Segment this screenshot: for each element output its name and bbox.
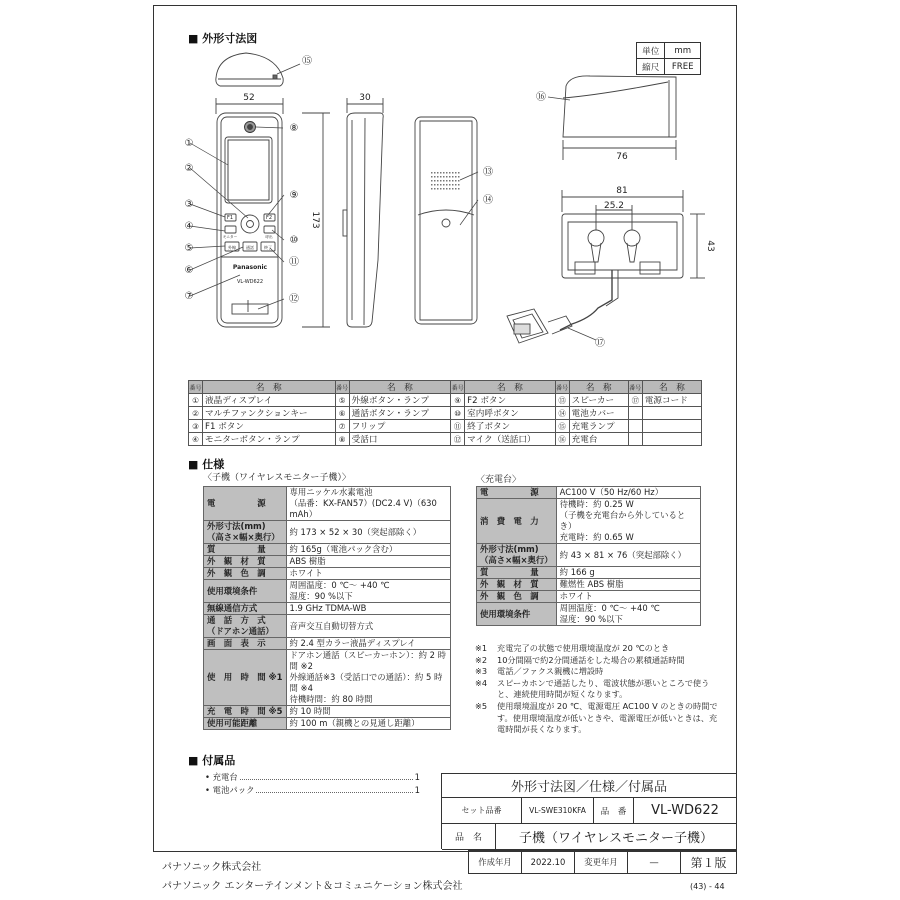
spec-value — [286, 603, 450, 615]
callout-2: ② — [184, 163, 194, 174]
spec-value-line: 約 166 g — [559, 567, 595, 577]
part-number-label: 品 番 — [594, 798, 634, 823]
part-name — [642, 407, 701, 420]
spec-value-line: 湿度：90 %以下 — [289, 591, 353, 601]
accessory-list — [205, 771, 420, 797]
spec-value-line: 周囲温度：0 ℃～ +40 ℃ — [559, 603, 660, 613]
spec-value — [286, 580, 450, 603]
spec-key-line: 外 観 材 質 — [207, 556, 266, 566]
spec-key — [204, 615, 287, 638]
dim-depth: 30 — [359, 93, 371, 103]
note-text: 充電完了の状態で使用環境温度が 20 ℃のとき — [497, 643, 670, 653]
part-number-value: VL-WD622 — [634, 798, 737, 823]
part-number — [628, 420, 642, 433]
spec-notes — [475, 643, 725, 736]
callout-6: ⑥ — [184, 265, 194, 276]
parts-table-row — [189, 407, 702, 420]
key-monitor: モニター — [222, 235, 238, 239]
spec-key — [204, 650, 287, 706]
spec-key-line: 使用環境条件 — [207, 585, 258, 596]
callout-8: ⑧ — [289, 123, 299, 134]
callout-13: ⑬ — [483, 167, 493, 178]
parts-table-body — [189, 394, 702, 446]
spec-value-line: 約 173 × 52 × 30（突起部除く） — [289, 526, 422, 537]
spec-row — [477, 579, 701, 591]
spec-key-line: 電 源 — [480, 487, 539, 497]
spec-value — [286, 706, 450, 718]
spec-value-line: 専用ニッケル水素電池 — [289, 487, 373, 497]
spec-value — [286, 650, 450, 706]
part-name: モニターボタン・ランプ — [203, 433, 336, 446]
note-item — [475, 678, 725, 701]
note-text: 電話／ファクス親機に増設時 — [497, 666, 604, 677]
callout-15: ⑮ — [302, 56, 312, 67]
dim-cradle-depth: 76 — [616, 152, 628, 162]
spec-row — [204, 706, 451, 718]
part-number: ⑰ — [628, 394, 642, 407]
cradle-spec-title: 〈充電台〉 — [476, 475, 522, 485]
spec-key-line: 充 電 時 間 ※5 — [207, 706, 283, 716]
spec-value-line: 約 10 時間 — [289, 706, 331, 716]
edition: 第１版 — [680, 850, 737, 874]
spec-key-line: 画 面 表 示 — [207, 638, 266, 648]
spec-key-sub: （高さ×幅×奥行） — [207, 532, 280, 542]
handset-back-view — [415, 117, 477, 324]
callout-3: ③ — [184, 199, 194, 210]
spec-value — [286, 615, 450, 638]
spec-key-line: 使用環境条件 — [480, 608, 531, 619]
spec-key — [477, 603, 557, 626]
spec-value — [556, 603, 700, 626]
parts-header-no: 番号 — [189, 381, 203, 394]
spec-row — [204, 521, 451, 544]
spec-row — [204, 544, 451, 556]
spec-key — [204, 556, 287, 568]
dim-height: 173 — [310, 211, 320, 229]
speaker-grille — [431, 172, 460, 190]
note-mark: ※4 — [475, 677, 488, 688]
dim-cradle-height: 43 — [705, 240, 715, 252]
parts-table-row — [189, 420, 702, 433]
part-name: 充電ランプ — [569, 420, 628, 433]
part-name: スピーカー — [569, 394, 628, 407]
spec-key — [204, 718, 287, 730]
part-name: F1 ボタン — [203, 420, 336, 433]
spec-key-line: 外形寸法(mm) — [207, 521, 266, 531]
changed-label: 変更年月 — [574, 850, 628, 874]
note-text: スピーカホンで通話したり、電波状態が悪いところで使うと、連続使用時間が短くなります。 — [497, 677, 710, 700]
spec-value — [556, 499, 700, 544]
spec-key — [204, 568, 287, 580]
note-mark: ※1 — [475, 643, 488, 653]
spec-key-sub: （高さ×幅×奥行） — [480, 555, 553, 565]
section-dims-heading: ■ 外形寸法図 — [188, 32, 258, 45]
callout-10: ⑩ — [289, 235, 299, 246]
spec-value — [556, 544, 700, 567]
spec-value-line: 湿度：90 %以下 — [559, 614, 623, 624]
spec-value — [556, 567, 700, 579]
spec-row — [204, 568, 451, 580]
cradle-bottom-view — [562, 214, 683, 278]
spec-row — [204, 650, 451, 706]
created-label: 作成年月 — [468, 850, 522, 874]
part-name — [642, 420, 701, 433]
spec-value — [556, 591, 700, 603]
part-name: 液晶ディスプレイ — [203, 394, 336, 407]
spec-value-line: 難燃性 ABS 樹脂 — [559, 579, 624, 589]
part-number — [628, 433, 642, 446]
spec-value-line: ABS 樹脂 — [289, 556, 326, 566]
accessory-item — [205, 784, 420, 797]
brand-logo-text: Panasonic — [232, 264, 268, 271]
spec-value-line: 1.9 GHz TDMA-WB — [289, 603, 367, 613]
callout-1: ① — [184, 138, 194, 149]
spec-value-line: 約 2.4 型カラー液晶ディスプレイ — [289, 638, 416, 648]
spec-value — [556, 579, 700, 591]
section-spec-heading: ■ 仕様 — [188, 458, 225, 471]
part-number: ⑫ — [451, 433, 465, 446]
part-name: 電源コード — [642, 394, 701, 407]
part-number: ⑮ — [555, 420, 569, 433]
spec-key-line: 質 量 — [480, 567, 539, 577]
spec-row — [477, 567, 701, 579]
spec-key-line: 使用可能距離 — [207, 718, 258, 728]
spec-row — [477, 499, 701, 544]
callout-5: ⑤ — [184, 243, 194, 254]
set-number-label: セット品番 — [442, 798, 522, 823]
accessory-qty: 1 — [414, 772, 420, 782]
parts-header-name: 名 称 — [203, 381, 336, 394]
note-item — [475, 701, 725, 736]
note-text: 10分間隔で約2分間通話をした場合の累積通話時間 — [497, 654, 685, 665]
product-name-label: 品 名 — [442, 824, 496, 849]
parts-header-name: 名 称 — [569, 381, 628, 394]
part-name: 通話ボタン・ランプ — [349, 407, 451, 420]
note-item — [475, 655, 725, 667]
spec-value — [286, 521, 450, 544]
spec-key — [204, 521, 287, 544]
spec-value-line: 外線通話※3（受話口での通話）：約 5 時間 ※4 — [289, 672, 443, 693]
key-talk: 通話 — [246, 245, 254, 250]
spec-row — [477, 544, 701, 567]
company-name-1: パナソニック株式会社 — [162, 862, 262, 873]
spec-row — [204, 556, 451, 568]
part-name: 室内呼ボタン — [465, 407, 556, 420]
spec-value — [286, 556, 450, 568]
part-number: ① — [189, 394, 203, 407]
title-block-title: 外形寸法図／仕様／付属品 — [442, 774, 736, 798]
spec-value — [286, 718, 450, 730]
spec-key — [204, 580, 287, 603]
part-name — [642, 433, 701, 446]
model-print: VL-WD622 — [236, 279, 264, 285]
part-name: 充電台 — [569, 433, 628, 446]
accessory-name: • 電池パック — [205, 785, 255, 795]
spec-key — [204, 638, 287, 650]
spec-value-line: 待機時：約 0.25 W — [559, 499, 634, 509]
key-end: 終了 — [264, 245, 272, 250]
part-number: ⑤ — [335, 394, 349, 407]
part-number: ⑬ — [555, 394, 569, 407]
part-name: マルチファンクションキー — [203, 407, 336, 420]
spec-key-line: 使 用 時 間 ※1 — [207, 672, 283, 682]
spec-key — [477, 579, 557, 591]
parts-table-row — [189, 394, 702, 407]
spec-key-line: 無線通信方式 — [207, 603, 258, 613]
unit-value: mm — [665, 43, 701, 59]
unit-label: 単位 — [637, 43, 665, 59]
part-number: ⑭ — [555, 407, 569, 420]
spec-key-line: 外形寸法(mm) — [480, 544, 539, 554]
spec-value-line: 周囲温度：0 ℃～ +40 ℃ — [289, 580, 390, 590]
dim-cradle-pitch: 25.2 — [603, 201, 625, 211]
spec-key — [204, 706, 287, 718]
cradle-spec-table — [476, 486, 701, 626]
callout-9: ⑨ — [289, 190, 299, 201]
company-name-2: パナソニック エンターテインメント＆コミュニケーション株式会社 — [162, 881, 463, 892]
dim-width: 52 — [243, 93, 255, 103]
handset-top-view — [216, 53, 283, 86]
spec-value-line: ホワイト — [289, 568, 323, 578]
key-outside-line: 外線 — [228, 245, 236, 250]
lcd-display — [228, 140, 269, 200]
cradle-side-view — [563, 76, 676, 137]
dimension-drawing — [153, 40, 737, 380]
spec-key-line: 通 話 方 式 — [207, 615, 266, 625]
parts-header-no: 番号 — [451, 381, 465, 394]
spec-key — [204, 544, 287, 556]
note-text: 使用環境温度が 20 ℃、電源電圧 AC100 V のときの時間です。使用環境温度が低いときや、電源電圧が低いときは、充電時間が長くなります。 — [497, 700, 718, 735]
spec-row — [204, 718, 451, 730]
note-mark: ※2 — [475, 654, 488, 665]
spec-key-line: 外 観 材 質 — [480, 579, 539, 589]
key-f2: F2 — [265, 215, 273, 221]
spec-value — [286, 638, 450, 650]
spec-key — [204, 487, 287, 521]
spec-value-line: ホワイト — [559, 591, 593, 601]
handset-spec-table — [203, 486, 451, 730]
callout-17: ⑰ — [595, 338, 605, 349]
part-number: ⑪ — [451, 420, 465, 433]
part-name: 外線ボタン・ランプ — [349, 394, 451, 407]
callout-12: ⑫ — [289, 294, 299, 305]
part-name: 終了ボタン — [465, 420, 556, 433]
spec-row — [204, 638, 451, 650]
spec-key-line: 質 量 — [207, 544, 266, 554]
accessory-dots — [256, 786, 412, 793]
spec-key — [477, 499, 557, 544]
key-call: 呼出 — [265, 235, 273, 239]
part-number — [628, 407, 642, 420]
part-name: F2 ボタン — [465, 394, 556, 407]
parts-header-name: 名 称 — [349, 381, 451, 394]
spec-value-line: ドアホン通話（スピーカーホン）：約 2 時間 ※2 — [289, 650, 446, 671]
note-item — [475, 666, 725, 678]
spec-key-line: 外 観 色 調 — [207, 568, 266, 578]
part-name: フリップ — [349, 420, 451, 433]
spec-value-line: 待機時間：約 80 時間 — [289, 694, 373, 704]
spec-row — [204, 487, 451, 521]
scale-value: FREE — [665, 59, 701, 75]
scale-label: 縮尺 — [637, 59, 665, 75]
spec-key-sub: （ドアホン通話） — [207, 626, 274, 636]
page-number: (43) - 44 — [690, 882, 725, 891]
parts-header-name: 名 称 — [465, 381, 556, 394]
note-item — [475, 643, 725, 655]
callout-11: ⑪ — [289, 257, 299, 268]
part-name: 電池カバー — [569, 407, 628, 420]
parts-header-no: 番号 — [335, 381, 349, 394]
parts-header-no: 番号 — [555, 381, 569, 394]
part-number: ⑩ — [451, 407, 465, 420]
spec-key — [204, 603, 287, 615]
spec-value-line: （子機を充電台から外しているとき） — [559, 510, 686, 531]
spec-row — [477, 603, 701, 626]
spec-value-line: AC100 V（50 Hz/60 Hz） — [559, 487, 664, 497]
spec-row — [204, 615, 451, 638]
spec-value — [286, 544, 450, 556]
power-cord — [560, 270, 612, 330]
accessory-dots — [240, 773, 413, 780]
parts-header-name: 名 称 — [642, 381, 701, 394]
accessory-qty: 1 — [414, 785, 420, 795]
dim-cradle-width: 81 — [616, 186, 628, 196]
part-number: ② — [189, 407, 203, 420]
note-mark: ※5 — [475, 700, 488, 711]
spec-key — [477, 487, 557, 499]
spec-row — [204, 603, 451, 615]
part-name: マイク（送話口） — [465, 433, 556, 446]
spec-row — [204, 580, 451, 603]
spec-key-line: 外 観 色 調 — [480, 591, 539, 601]
accessory-item — [205, 771, 420, 784]
spec-value-line: 約 165g（電池パック含む） — [289, 544, 398, 554]
part-name: 受話口 — [349, 433, 451, 446]
spec-key — [477, 591, 557, 603]
changed-value: ― — [627, 850, 681, 874]
spec-value-line: （品番：KX-FAN57）(DC2.4 V)（630 mAh） — [289, 498, 437, 519]
set-number-value: VL-SWE310KFA — [522, 798, 594, 823]
parts-table-row — [189, 433, 702, 446]
part-number: ⑧ — [335, 433, 349, 446]
handset-spec-title: 〈子機（ワイヤレスモニター子機）〉 — [203, 473, 351, 483]
parts-table — [188, 380, 702, 446]
spec-key-line: 消 費 電 力 — [480, 515, 539, 526]
spec-key — [477, 567, 557, 579]
spec-row — [477, 487, 701, 499]
note-mark: ※3 — [475, 666, 488, 677]
callout-16: ⑯ — [536, 92, 546, 103]
spec-value-line: 約 100 m（親機との見通し距離） — [289, 718, 420, 728]
section-accessories-heading: ■ 付属品 — [188, 754, 236, 767]
callout-4: ④ — [184, 221, 194, 232]
spec-key — [477, 544, 557, 567]
spec-value-line: 充電時：約 0.65 W — [559, 532, 634, 542]
spec-value — [286, 487, 450, 521]
part-number: ⑨ — [451, 394, 465, 407]
spec-row — [477, 591, 701, 603]
spec-key-line: 電 源 — [207, 498, 266, 508]
multi-function-key — [241, 215, 259, 233]
part-number: ④ — [189, 433, 203, 446]
callout-14: ⑭ — [483, 195, 493, 206]
product-name-value: 子機（ワイヤレスモニター子機） — [496, 824, 737, 849]
spec-value-line: 音声交互自動切替方式 — [289, 620, 374, 631]
created-value: 2022.10 — [521, 850, 575, 874]
part-number: ⑯ — [555, 433, 569, 446]
part-number: ⑥ — [335, 407, 349, 420]
spec-value — [556, 487, 700, 499]
callout-7: ⑦ — [184, 291, 194, 302]
title-block — [441, 773, 736, 849]
key-f1: F1 — [226, 215, 234, 221]
part-number: ③ — [189, 420, 203, 433]
parts-header-no: 番号 — [628, 381, 642, 394]
accessory-name: • 充電台 — [205, 772, 238, 782]
spec-value-line: 約 43 × 81 × 76（突起部除く） — [559, 549, 686, 560]
part-number: ⑦ — [335, 420, 349, 433]
spec-value — [286, 568, 450, 580]
